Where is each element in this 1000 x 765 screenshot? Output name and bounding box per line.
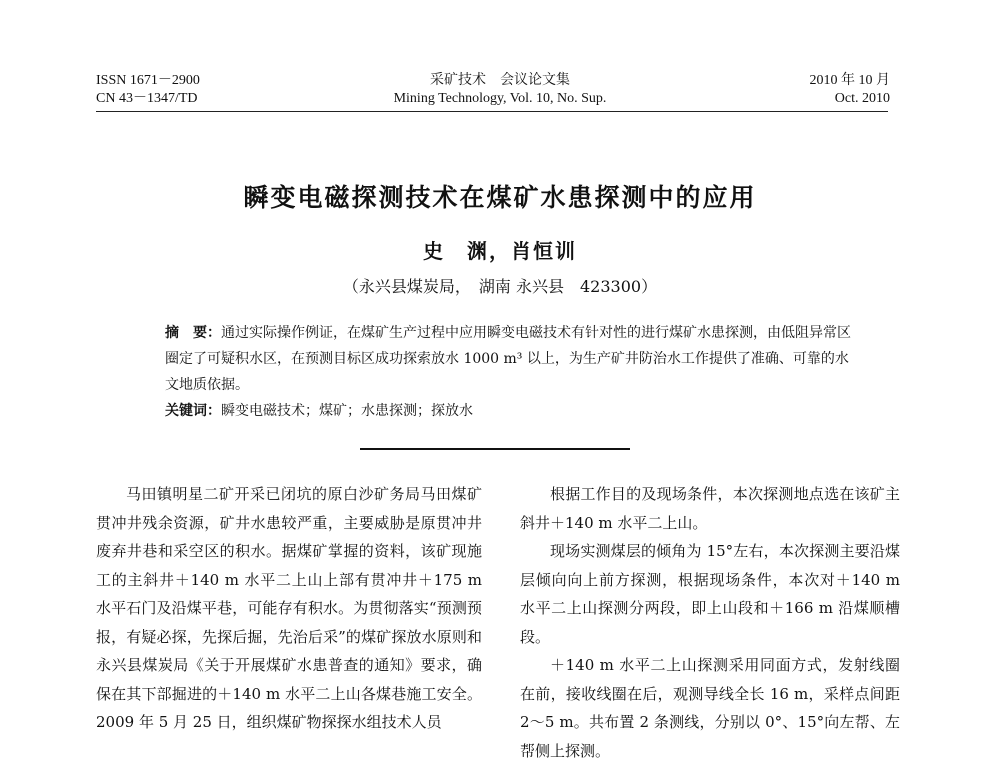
body-column-right <box>520 480 900 765</box>
body-paragraph: 现场实测煤层的倾角为 15°左右，本次探测主要沿煤层倾向向上前方探测，根据现场条件，本次对＋140 m 水平二上山探测分两段，即上山段和＋166 m 沿煤顺槽段。 <box>520 542 900 646</box>
journal-name-cn: 采矿技术 会议论文集 <box>430 73 570 88</box>
issn-line: ISSN 1671－2900 <box>96 73 200 88</box>
keywords-label: 关键词： <box>165 403 221 419</box>
header-rule <box>96 111 888 112</box>
abstract <box>165 320 855 398</box>
paper-authors: 史 渊，肖恒训 <box>423 239 577 263</box>
body-paragraph: 根据工作目的及现场条件，本次探测地点选在该矿主斜井＋140 m 水平二上山。 <box>520 485 900 532</box>
keywords-text: 瞬变电磁技术；煤矿；水患探测；探放水 <box>221 403 473 419</box>
abstract-label: 摘 要： <box>165 325 221 341</box>
journal-date-block <box>810 72 891 108</box>
journal-name-en: Mining Technology, Vol. 10, No. Sup. <box>393 91 607 106</box>
date-en: Oct. 2010 <box>834 91 890 106</box>
date-cn: 2010 年 10 月 <box>809 73 890 88</box>
body-paragraph: 马田镇明星二矿开采已闭坑的原白沙矿务局马田煤矿贯冲井残余资源，矿井水患较严重，主要威胁是原贯冲井废弃井巷和采空区的积水。据煤矿掌握的资料，该矿现施工的主斜井＋140 m 水平二上山上部有贯冲井＋175 m 水平石门及沿煤平巷，可能存有积水。为贯彻落实“预测预报，有疑必探，先探后掘，先治后采”的煤矿探放水原则和永兴县煤炭局《关于开展煤矿水患普查的通知》要求，确保在其下部掘进的＋140 m 水平二上山各煤巷施工安全。2009 年 5 月 25 日，组织煤矿物探探水组技术人员 <box>96 485 482 731</box>
body-paragraph: ＋140 m 水平二上山探测采用同面方式，发射线圈在前，接收线圈在后，观测导线全长 16 m，采样点间距 2～5 m。共布置 2 条测线，分别以 0°、15°向左帮、左帮侧上探测。 <box>520 656 900 760</box>
paper-affiliation: （永兴县煤炭局， 湖南 永兴县 423300） <box>342 277 658 296</box>
body-column-left <box>96 480 482 737</box>
section-divider <box>360 448 630 450</box>
cn-line: CN 43－1347/TD <box>96 91 198 106</box>
paper-title: 瞬变电磁探测技术在煤矿水患探测中的应用 <box>243 183 757 212</box>
abstract-text: 通过实际操作例证，在煤矿生产过程中应用瞬变电磁技术有针对性的进行煤矿水患探测，由低阻异常区圈定了可疑积水区，在预测目标区成功探索放水 1000 m³ 以上，为生产矿井防治水工作提供了准确、可靠的水文地质依据。 <box>165 325 851 393</box>
keywords <box>165 398 855 424</box>
